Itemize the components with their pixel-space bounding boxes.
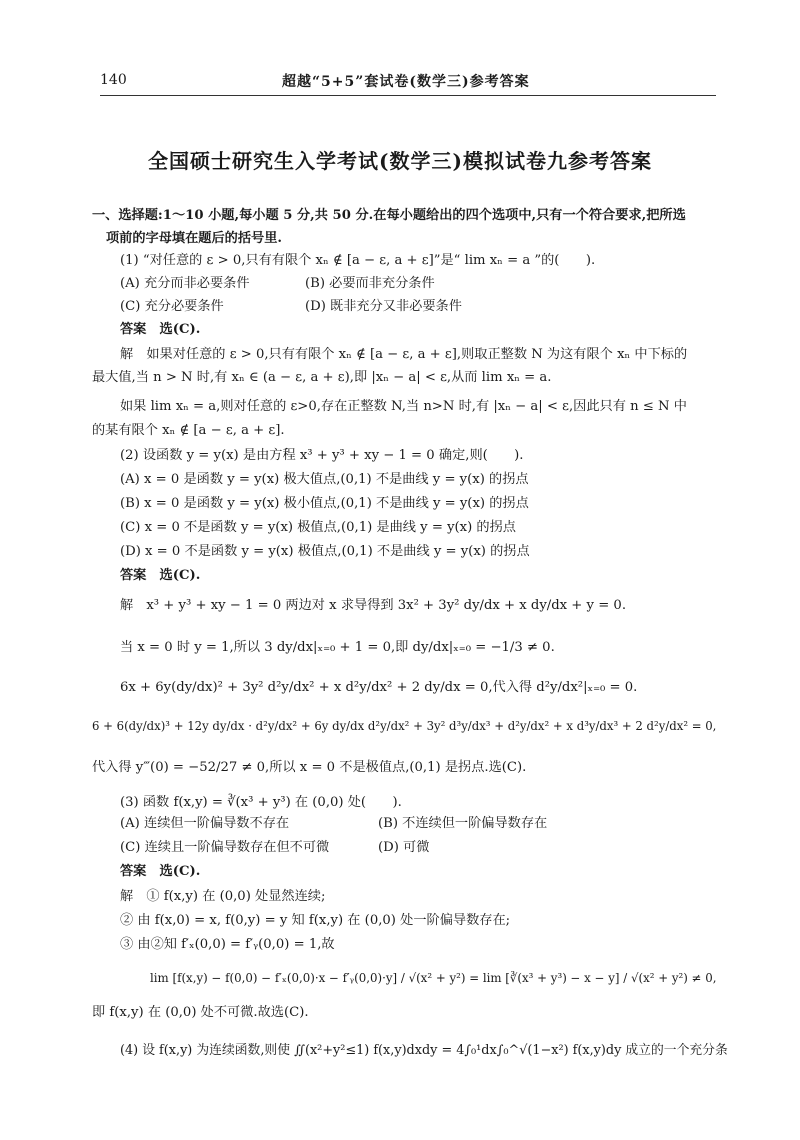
q1-answer: 答案 选(C). <box>120 322 201 337</box>
q2-option-d: (D) x = 0 不是函数 y = y(x) 极值点,(0,1) 不是曲线 y = y(x) 的拐点 <box>120 544 530 559</box>
q3-solution-line: ③ 由②知 f′ₓ(0,0) = f′ᵧ(0,0) = 1,故 <box>120 937 335 952</box>
q3-option-b: (B) 不连续但一阶偏导数存在 <box>378 816 548 831</box>
header-rule <box>100 95 716 96</box>
q1-solution-line: 最大值,当 n > N 时,有 xₙ ∈ (a − ε, a + ε),即 |xₙ − a| < ε,从而 lim xₙ = a. <box>92 370 552 385</box>
q1-option-a: (A) 充分而非必要条件 <box>120 276 250 291</box>
section-heading: 一、选择题:1～10 小题,每小题 5 分,共 50 分.在每小题给出的四个选项中,只有一个符合要求,把所选 <box>92 208 686 223</box>
q3-solution-line: 解 ① f(x,y) 在 (0,0) 处显然连续; <box>120 889 326 904</box>
q1-solution-line: 解 如果对任意的 ε > 0,只有有限个 xₙ ∉ [a − ε, a + ε],则取正整数 N 为这有限个 xₙ 中下标的 <box>120 347 688 362</box>
q2-solution-line: 代入得 y‴(0) = −52/27 ≠ 0,所以 x = 0 不是极值点,(0,1) 是拐点.选(C). <box>92 760 527 775</box>
q2-option-a: (A) x = 0 是函数 y = y(x) 极大值点,(0,1) 不是曲线 y = y(x) 的拐点 <box>120 472 529 487</box>
q1-option-b: (B) 必要而非充分条件 <box>305 276 435 291</box>
q2-option-b: (B) x = 0 是函数 y = y(x) 极小值点,(0,1) 不是曲线 y = y(x) 的拐点 <box>120 496 529 511</box>
q4-stem: (4) 设 f(x,y) 为连续函数,则使 ∬(x²+y²≤1) f(x,y)dxdy = 4∫₀¹dx∫₀^√(1−x²) f(x,y)dy 成立的一个充分条 <box>120 1043 728 1058</box>
q1-solution-line: 的某有限个 xₙ ∉ [a − ε, a + ε]. <box>92 423 285 438</box>
q3-answer: 答案 选(C). <box>120 864 201 879</box>
q2-solution-line: 6x + 6y(dy/dx)² + 3y² d²y/dx² + x d²y/dx² + 2 dy/dx = 0,代入得 d²y/dx²|ₓ₌₀ = 0. <box>120 680 638 695</box>
q2-solution-line: 6 + 6(dy/dx)³ + 12y dy/dx · d²y/dx² + 6y dy/dx d²y/dx² + 3y² d³y/dx³ + d²y/dx² + x d³y/dx³ + 2 d²y/dx² = 0, <box>92 719 717 733</box>
q1-option-c: (C) 充分必要条件 <box>120 299 224 314</box>
q1-option-d: (D) 既非充分又非必要条件 <box>305 299 462 314</box>
q2-stem: (2) 设函数 y = y(x) 是由方程 x³ + y³ + xy − 1 = 0 确定,则( ). <box>120 448 524 463</box>
q3-solution-line: ② 由 f(x,0) = x, f(0,y) = y 知 f(x,y) 在 (0,0) 处一阶偏导数存在; <box>120 913 511 928</box>
q1-stem: (1) “对任意的 ε > 0,只有有限个 xₙ ∉ [a − ε, a + ε]”是“ lim xₙ = a ”的( ). <box>120 253 596 268</box>
q3-option-d: (D) 可微 <box>378 840 430 855</box>
document-title: 全国硕士研究生入学考试(数学三)模拟试卷九参考答案 <box>148 149 652 173</box>
page-number: 140 <box>100 72 127 88</box>
running-title: 超越“5+5”套试卷(数学三)参考答案 <box>282 74 530 90</box>
section-heading-cont: 项前的字母填在题后的括号里. <box>106 231 283 246</box>
q2-solution-line: 当 x = 0 时 y = 1,所以 3 dy/dx|ₓ₌₀ + 1 = 0,即 dy/dx|ₓ₌₀ = −1/3 ≠ 0. <box>120 640 555 655</box>
q1-solution-line: 如果 lim xₙ = a,则对任意的 ε>0,存在正整数 N,当 n>N 时,有 |xₙ − a| < ε,因此只有 n ≤ N 中 <box>120 399 687 414</box>
q3-solution-line: 即 f(x,y) 在 (0,0) 处不可微.故选(C). <box>92 1005 309 1020</box>
q3-stem: (3) 函数 f(x,y) = ∛(x³ + y³) 在 (0,0) 处( ). <box>120 795 402 810</box>
q2-answer: 答案 选(C). <box>120 568 201 583</box>
q3-option-c: (C) 连续且一阶偏导数存在但不可微 <box>120 840 330 855</box>
q2-option-c: (C) x = 0 不是函数 y = y(x) 极值点,(0,1) 是曲线 y = y(x) 的拐点 <box>120 520 516 535</box>
q2-solution-line: 解 x³ + y³ + xy − 1 = 0 两边对 x 求导得到 3x² + 3y² dy/dx + x dy/dx + y = 0. <box>120 598 627 613</box>
q3-limit-expression: lim [f(x,y) − f(0,0) − f′ₓ(0,0)·x − f′ᵧ(0,0)·y] / √(x² + y²) = lim [∛(x³ + y³) − x − y] / √(x² + y²) ≠ 0, <box>150 971 717 985</box>
q3-option-a: (A) 连续但一阶偏导数不存在 <box>120 816 290 831</box>
